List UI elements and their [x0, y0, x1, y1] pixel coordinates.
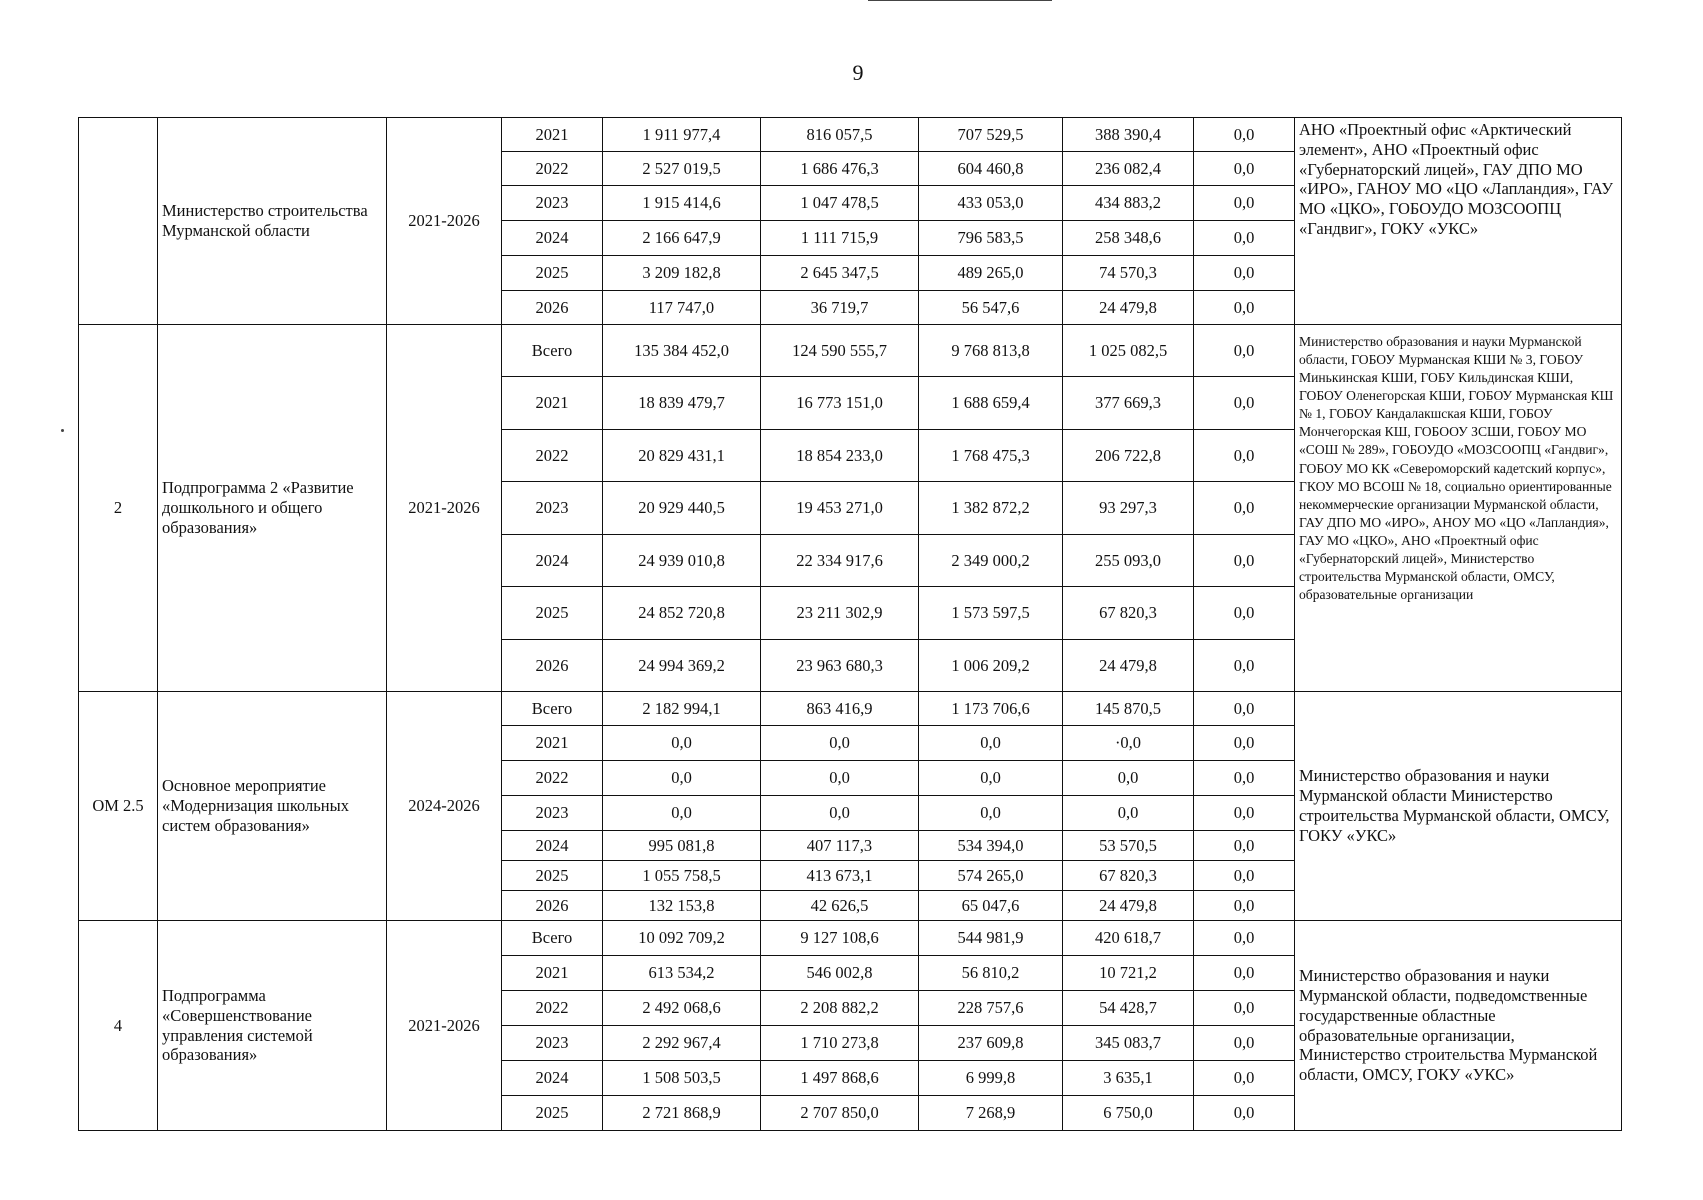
amount-cell: 9 127 108,6 — [761, 921, 919, 956]
amount-cell: 24 939 010,8 — [603, 535, 761, 587]
amount-cell: 0,0 — [761, 761, 919, 796]
amount-cell: 0,0 — [1194, 1061, 1295, 1096]
amount-cell: 135 384 452,0 — [603, 325, 761, 377]
amount-cell: 20 929 440,5 — [603, 482, 761, 535]
amount-cell: 534 394,0 — [919, 831, 1063, 861]
year-cell: 2023 — [502, 482, 603, 535]
row-number: 4 — [79, 921, 158, 1131]
amount-cell: 2 182 994,1 — [603, 692, 761, 726]
amount-cell: 0,0 — [919, 726, 1063, 761]
amount-cell: 0,0 — [1194, 921, 1295, 956]
year-cell: 2022 — [502, 430, 603, 482]
amount-cell: 544 981,9 — [919, 921, 1063, 956]
amount-cell: 124 590 555,7 — [761, 325, 919, 377]
year-cell: 2024 — [502, 1061, 603, 1096]
amount-cell: 20 829 431,1 — [603, 430, 761, 482]
amount-cell: 0,0 — [603, 796, 761, 831]
amount-cell: 1 047 478,5 — [761, 186, 919, 221]
amount-cell: 0,0 — [1194, 1096, 1295, 1131]
amount-cell: 0,0 — [1194, 482, 1295, 535]
responsible-executors: Министерство образования и науки Мурманской области, подведомственные государственные областные образовательные организации, Министерство строительства Мурманской области, ОМСУ, ГОКУ «УКС» — [1295, 921, 1622, 1131]
amount-cell: 10 092 709,2 — [603, 921, 761, 956]
amount-cell: 54 428,7 — [1063, 991, 1194, 1026]
amount-cell: 1 382 872,2 — [919, 482, 1063, 535]
amount-cell: 0,0 — [1194, 861, 1295, 891]
year-cell: 2021 — [502, 726, 603, 761]
table-row — [79, 118, 1622, 152]
year-cell: 2025 — [502, 256, 603, 291]
amount-cell: 1 025 082,5 — [1063, 325, 1194, 377]
year-cell: 2024 — [502, 221, 603, 256]
amount-cell: 0,0 — [1194, 891, 1295, 921]
amount-cell: 206 722,8 — [1063, 430, 1194, 482]
amount-cell: 0,0 — [603, 761, 761, 796]
amount-cell: 42 626,5 — [761, 891, 919, 921]
amount-cell: 1 508 503,5 — [603, 1061, 761, 1096]
amount-cell: 604 460,8 — [919, 152, 1063, 186]
amount-cell: 863 416,9 — [761, 692, 919, 726]
program-name: Министерство строительства Мурманской области — [158, 118, 387, 325]
amount-cell: 0,0 — [1194, 831, 1295, 861]
amount-cell: 2 645 347,5 — [761, 256, 919, 291]
year-cell: Всего — [502, 692, 603, 726]
year-cell: 2026 — [502, 640, 603, 692]
program-name: Основное мероприятие «Модернизация школьных систем образования» — [158, 692, 387, 921]
amount-cell: 1 686 476,3 — [761, 152, 919, 186]
amount-cell: 2 349 000,2 — [919, 535, 1063, 587]
table-row — [79, 692, 1622, 726]
program-period: 2024-2026 — [387, 692, 502, 921]
amount-cell: 117 747,0 — [603, 291, 761, 325]
amount-cell: 2 492 068,6 — [603, 991, 761, 1026]
amount-cell: 707 529,5 — [919, 118, 1063, 152]
amount-cell: 0,0 — [1194, 221, 1295, 256]
page-number: 9 — [852, 60, 864, 85]
amount-cell: 0,0 — [1194, 291, 1295, 325]
amount-cell: 0,0 — [1194, 118, 1295, 152]
amount-cell: 407 117,3 — [761, 831, 919, 861]
amount-cell: 18 839 479,7 — [603, 377, 761, 430]
amount-cell: 796 583,5 — [919, 221, 1063, 256]
amount-cell: 0,0 — [1194, 587, 1295, 640]
amount-cell: 345 083,7 — [1063, 1026, 1194, 1061]
amount-cell: 2 166 647,9 — [603, 221, 761, 256]
amount-cell: 0,0 — [919, 761, 1063, 796]
amount-cell: 132 153,8 — [603, 891, 761, 921]
amount-cell: 2 292 967,4 — [603, 1026, 761, 1061]
row-number — [79, 118, 158, 325]
amount-cell: 93 297,3 — [1063, 482, 1194, 535]
amount-cell: 24 479,8 — [1063, 891, 1194, 921]
amount-cell: 0,0 — [1194, 640, 1295, 692]
program-period: 2021-2026 — [387, 118, 502, 325]
amount-cell: 258 348,6 — [1063, 221, 1194, 256]
amount-cell: 0,0 — [761, 796, 919, 831]
amount-cell: 23 211 302,9 — [761, 587, 919, 640]
amount-cell: 1 911 977,4 — [603, 118, 761, 152]
amount-cell: 816 057,5 — [761, 118, 919, 152]
amount-cell: 0,0 — [1194, 726, 1295, 761]
amount-cell: 145 870,5 — [1063, 692, 1194, 726]
amount-cell: 24 994 369,2 — [603, 640, 761, 692]
year-cell: 2024 — [502, 831, 603, 861]
amount-cell: 23 963 680,3 — [761, 640, 919, 692]
amount-cell: 0,0 — [761, 726, 919, 761]
amount-cell: 0,0 — [1194, 956, 1295, 991]
amount-cell: 1 915 414,6 — [603, 186, 761, 221]
amount-cell: 19 453 271,0 — [761, 482, 919, 535]
year-cell: 2022 — [502, 152, 603, 186]
table-row — [79, 325, 1622, 377]
amount-cell: 388 390,4 — [1063, 118, 1194, 152]
year-cell: 2026 — [502, 891, 603, 921]
amount-cell: 434 883,2 — [1063, 186, 1194, 221]
amount-cell: 24 852 720,8 — [603, 587, 761, 640]
amount-cell: 0,0 — [1194, 1026, 1295, 1061]
amount-cell: 2 707 850,0 — [761, 1096, 919, 1131]
amount-cell: 377 669,3 — [1063, 377, 1194, 430]
amount-cell: 1 710 273,8 — [761, 1026, 919, 1061]
amount-cell: 2 721 868,9 — [603, 1096, 761, 1131]
year-cell: 2021 — [502, 956, 603, 991]
year-cell: 2024 — [502, 535, 603, 587]
amount-cell: 6 750,0 — [1063, 1096, 1194, 1131]
amount-cell: 0,0 — [1194, 761, 1295, 796]
amount-cell: 0,0 — [1194, 325, 1295, 377]
amount-cell: 0,0 — [1194, 692, 1295, 726]
amount-cell: ·0,0 — [1063, 726, 1194, 761]
amount-cell: 6 999,8 — [919, 1061, 1063, 1096]
amount-cell: 22 334 917,6 — [761, 535, 919, 587]
amount-cell: 1 006 209,2 — [919, 640, 1063, 692]
year-cell: 2025 — [502, 587, 603, 640]
amount-cell: 0,0 — [1063, 761, 1194, 796]
amount-cell: 0,0 — [1194, 991, 1295, 1026]
amount-cell: 24 479,8 — [1063, 291, 1194, 325]
amount-cell: 1 688 659,4 — [919, 377, 1063, 430]
amount-cell: 10 721,2 — [1063, 956, 1194, 991]
amount-cell: 67 820,3 — [1063, 861, 1194, 891]
amount-cell: 1 055 758,5 — [603, 861, 761, 891]
amount-cell: 67 820,3 — [1063, 587, 1194, 640]
year-cell: 2023 — [502, 1026, 603, 1061]
row-number: ОМ 2.5 — [79, 692, 158, 921]
amount-cell: 228 757,6 — [919, 991, 1063, 1026]
amount-cell: 2 527 019,5 — [603, 152, 761, 186]
table-row — [79, 921, 1622, 956]
amount-cell: 237 609,8 — [919, 1026, 1063, 1061]
responsible-executors: Министерство образования и науки Мурманской области, ГОБОУ Мурманская КШИ № 3, ГОБОУ Минькинская КШИ, ГОБУ Кильдинская КШИ, ГОБОУ Оленегорская КШИ, ГОБОУ Мурманская КШ № 1, ГОБОУ Кандалакшская КШИ, ГОБОУ Мончегорская КШ, ГОБООУ ЗСШИ, ГОБОУ МО «СОШ № 289», ГОБОУДО «МОЗСООПЦ «Гандвиг», ГОБОУ МО КК «Североморский кадетский корпус», ГКОУ МО ВСОШ № 18, социально ориентированные некоммерческие организации Мурманской области, ГАУ ДПО МО «ИРО», АНОУ МО «ЦО «Лапландия», ГАУ МО «ЦКО», АНО «Проектный офис «Губернаторский лицей», Министерство строительства Мурманской области, ОМСУ, образовательные организации — [1295, 325, 1622, 692]
responsible-executors: Министерство образования и науки Мурманской области Министерство строительства Мурманской области, ОМСУ, ГОКУ «УКС» — [1295, 692, 1622, 921]
amount-cell: 413 673,1 — [761, 861, 919, 891]
amount-cell: 0,0 — [919, 796, 1063, 831]
amount-cell: 0,0 — [1063, 796, 1194, 831]
amount-cell: 0,0 — [1194, 186, 1295, 221]
amount-cell: 489 265,0 — [919, 256, 1063, 291]
year-cell: Всего — [502, 325, 603, 377]
amount-cell: 0,0 — [1194, 256, 1295, 291]
amount-cell: 995 081,8 — [603, 831, 761, 861]
program-name: Подпрограмма «Совершенствование управления системой образования» — [158, 921, 387, 1131]
responsible-executors: АНО «Проектный офис «Арктический элемент», АНО «Проектный офис «Губернаторский лицей», ГАУ ДПО МО «ИРО», ГАНОУ МО «ЦО «Лапландия», ГАУ МО «ЦКО», ГОБОУДО МОЗСООПЦ «Гандвиг», ГОКУ «УКС» — [1295, 118, 1622, 325]
program-period: 2021-2026 — [387, 325, 502, 692]
amount-cell: 7 268,9 — [919, 1096, 1063, 1131]
amount-cell: 255 093,0 — [1063, 535, 1194, 587]
year-cell: 2021 — [502, 118, 603, 152]
amount-cell: 574 265,0 — [919, 861, 1063, 891]
amount-cell: 3 635,1 — [1063, 1061, 1194, 1096]
amount-cell: 0,0 — [1194, 377, 1295, 430]
amount-cell: 74 570,3 — [1063, 256, 1194, 291]
amount-cell: 18 854 233,0 — [761, 430, 919, 482]
amount-cell: 53 570,5 — [1063, 831, 1194, 861]
amount-cell: 1 768 475,3 — [919, 430, 1063, 482]
year-cell: 2026 — [502, 291, 603, 325]
amount-cell: 9 768 813,8 — [919, 325, 1063, 377]
row-number: 2 — [79, 325, 158, 692]
amount-cell: 1 497 868,6 — [761, 1061, 919, 1096]
year-cell: 2023 — [502, 796, 603, 831]
amount-cell: 2 208 882,2 — [761, 991, 919, 1026]
amount-cell: 0,0 — [1194, 796, 1295, 831]
amount-cell: 546 002,8 — [761, 956, 919, 991]
scan-dot — [61, 429, 64, 432]
amount-cell: 16 773 151,0 — [761, 377, 919, 430]
amount-cell: 3 209 182,8 — [603, 256, 761, 291]
program-name: Подпрограмма 2 «Развитие дошкольного и общего образования» — [158, 325, 387, 692]
amount-cell: 56 810,2 — [919, 956, 1063, 991]
program-funding-table — [78, 117, 1622, 1131]
amount-cell: 36 719,7 — [761, 291, 919, 325]
amount-cell: 1 173 706,6 — [919, 692, 1063, 726]
amount-cell: 1 573 597,5 — [919, 587, 1063, 640]
amount-cell: 65 047,6 — [919, 891, 1063, 921]
amount-cell: 0,0 — [1194, 152, 1295, 186]
top-rule — [868, 0, 1052, 1]
amount-cell: 420 618,7 — [1063, 921, 1194, 956]
year-cell: 2025 — [502, 1096, 603, 1131]
amount-cell: 236 082,4 — [1063, 152, 1194, 186]
year-cell: 2025 — [502, 861, 603, 891]
year-cell: 2022 — [502, 991, 603, 1026]
amount-cell: 0,0 — [1194, 535, 1295, 587]
year-cell: 2022 — [502, 761, 603, 796]
amount-cell: 24 479,8 — [1063, 640, 1194, 692]
year-cell: 2023 — [502, 186, 603, 221]
year-cell: Всего — [502, 921, 603, 956]
amount-cell: 56 547,6 — [919, 291, 1063, 325]
amount-cell: 433 053,0 — [919, 186, 1063, 221]
year-cell: 2021 — [502, 377, 603, 430]
amount-cell: 613 534,2 — [603, 956, 761, 991]
program-period: 2021-2026 — [387, 921, 502, 1131]
amount-cell: 0,0 — [1194, 430, 1295, 482]
amount-cell: 1 111 715,9 — [761, 221, 919, 256]
amount-cell: 0,0 — [603, 726, 761, 761]
